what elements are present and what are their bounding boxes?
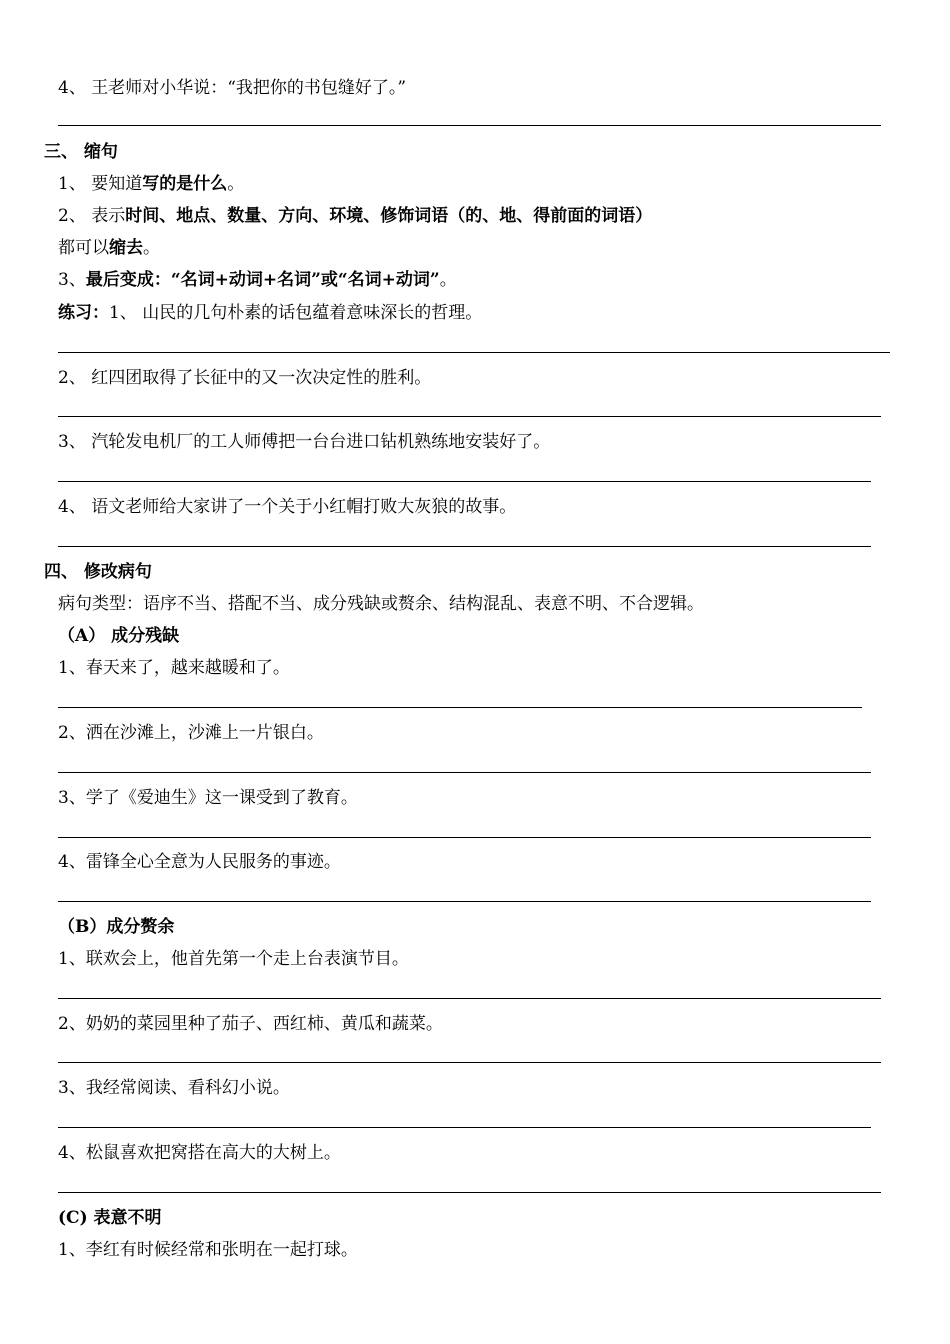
exercise-b-3: 3、我经常阅读、看科幻小说。	[58, 1078, 290, 1098]
practice-item-3: 3、 汽轮发电机厂的工人师傅把一台台进口钻机熟练地安装好了。	[58, 432, 551, 452]
practice-item-1	[58, 302, 482, 324]
exercise-a-3: 3、学了《爱迪生》这一课受到了教育。	[58, 788, 358, 808]
rule-1-emphasis: 写的是什么	[142, 174, 228, 194]
answer-line[interactable]	[58, 837, 871, 838]
rule-1-end: 。	[227, 174, 245, 194]
exercise-b-1: 1、联欢会上，他首先第一个走上台表演节目。	[58, 949, 409, 969]
rule-2-emphasis: 时间、地点、数量、方向、环境、修饰词语（的、地、得前面的词语）	[125, 206, 653, 226]
answer-line[interactable]	[58, 1192, 881, 1193]
answer-line[interactable]	[58, 352, 890, 353]
practice-item-4: 4、 语文老师给大家讲了一个关于小红帽打败大灰狼的故事。	[58, 497, 517, 517]
answer-line[interactable]	[58, 772, 871, 773]
sentence-error-types: 病句类型：语序不当、搭配不当、成分残缺或赘余、结构混乱、表意不明、不合逻辑。	[58, 594, 704, 614]
exercise-a-2: 2、洒在沙滩上，沙滩上一片银白。	[58, 723, 324, 743]
subsection-a-heading: （A） 成分残缺	[58, 626, 180, 646]
practice-label: 练习：	[58, 303, 109, 323]
exercise-b-4: 4、松鼠喜欢把窝搭在高大的大树上。	[58, 1143, 341, 1163]
rule-3-text: 3、	[58, 270, 86, 290]
exercise-b-2: 2、奶奶的菜园里种了茄子、西红柿、黄瓜和蔬菜。	[58, 1014, 443, 1034]
answer-line[interactable]	[58, 125, 881, 126]
answer-line[interactable]	[58, 416, 881, 417]
rule-3-emphasis: 最后变成：“名词+动词+名词”或“名词+动词”	[85, 270, 440, 290]
answer-line[interactable]	[58, 546, 871, 547]
answer-line[interactable]	[58, 1062, 881, 1063]
subsection-c-heading: (C) 表意不明	[58, 1208, 162, 1228]
rule-2b-end: 。	[143, 238, 160, 258]
exercise-a-1: 1、春天来了，越来越暖和了。	[58, 658, 290, 678]
practice-item-2: 2、 红四团取得了长征中的又一次决定性的胜利。	[58, 368, 432, 388]
answer-line[interactable]	[58, 1127, 871, 1128]
section-4-heading: 四、 修改病句	[44, 562, 152, 582]
rule-2-text: 2、 表示	[58, 206, 126, 226]
sec2-item-4: 4、 王老师对小华说：“我把你的书包缝好了。”	[58, 78, 407, 98]
sec3-rule-2	[58, 205, 652, 227]
answer-line[interactable]	[58, 998, 881, 999]
rule-3-end: 。	[439, 270, 457, 290]
answer-line[interactable]	[58, 481, 871, 482]
rule-1-text: 1、 要知道	[58, 174, 143, 194]
answer-line[interactable]	[58, 707, 862, 708]
rule-2b-emphasis: 缩去	[109, 238, 143, 258]
sec3-rule-3	[58, 269, 457, 291]
rule-2b-text: 都可以	[58, 238, 109, 258]
section-3-heading: 三、 缩句	[44, 142, 118, 162]
exercise-a-4: 4、雷锋全心全意为人民服务的事迹。	[58, 852, 341, 872]
subsection-b-heading: （B）成分赘余	[58, 917, 175, 937]
sec3-rule-1	[58, 173, 244, 195]
exercise-c-1: 1、李红有时候经常和张明在一起打球。	[58, 1240, 358, 1260]
answer-line[interactable]	[58, 901, 871, 902]
practice-1-text: 1、 山民的几句朴素的话包蕴着意味深长的哲理。	[109, 303, 483, 323]
sec3-rule-2-cont	[58, 237, 160, 259]
